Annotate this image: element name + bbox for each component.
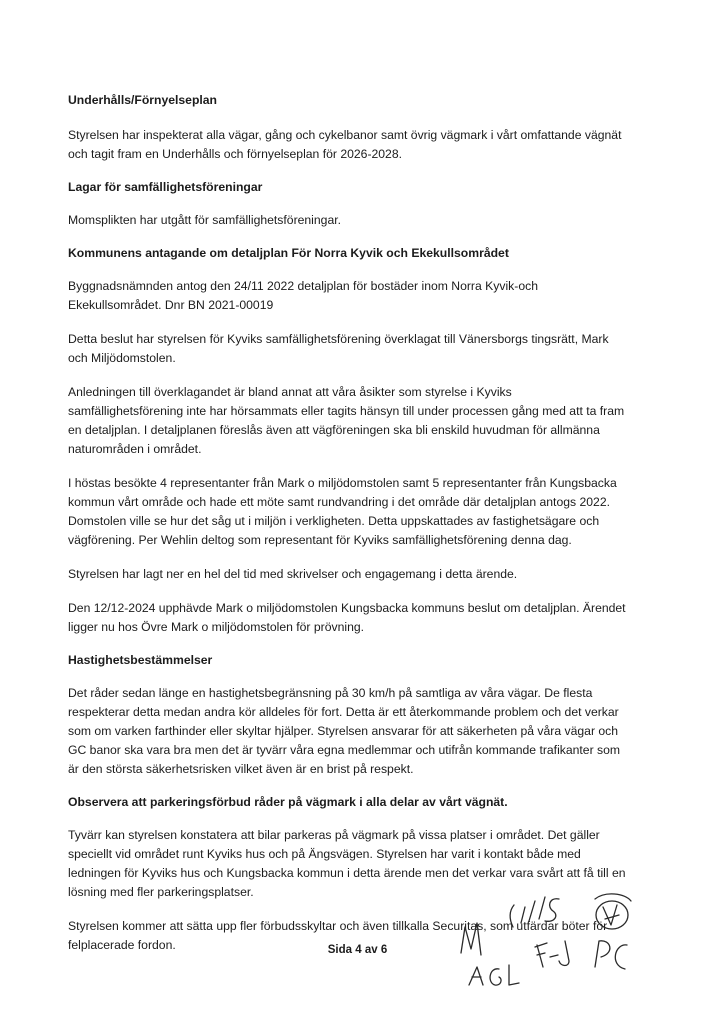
handwritten-initials bbox=[455, 875, 655, 995]
heading-lagar: Lagar för samfällighetsföreningar bbox=[68, 180, 263, 194]
document-body bbox=[68, 91, 628, 955]
heading-hastighet: Hastighetsbestämmelser bbox=[68, 653, 213, 667]
paragraph-securitas: Styrelsen kommer att sätta upp fler förbudsskyltar och även tillkalla Securitas, som utfärdar böter för felplacerade fordon. bbox=[68, 919, 608, 952]
paragraph-byggnadsnamnden: Byggnadsnämnden antog den 24/11 2022 detaljplan för bostäder inom Norra Kyvik-och Ekekullsområdet. Dnr BN 2021-00019 bbox=[68, 279, 538, 312]
paragraph-overklagat: Detta beslut har styrelsen för Kyviks samfällighetsförening överklagat till Vänersborgs tingsrätt, Mark och Miljödomstolen. bbox=[68, 332, 609, 365]
paragraph-underhall: Styrelsen har inspekterat alla vägar, gång och cykelbanor samt övrig vägmark i vårt omfattande vägnät och tagit fram en Underhålls och förnyelseplan för 2026-2028. bbox=[68, 128, 622, 161]
paragraph-upphavde: Den 12/12-2024 upphävde Mark o miljödomstolen Kungsbacka kommuns beslut om detaljplan. Ärendet ligger nu hos Övre Mark o miljödomstolen för prövning. bbox=[68, 601, 626, 634]
paragraph-lagar: Momsplikten har utgått för samfällighetsföreningar. bbox=[68, 213, 341, 227]
paragraph-hastighet: Det råder sedan länge en hastighetsbegränsning på 30 km/h på samtliga av våra vägar. De flesta respekterar detta medan andra kör alldeles för fort. Detta är ett återkommande problem och det verkar som om varken farthinder eller skyltar hjälper. Styrelsen ansvarar för att säkerheten på våra vägar och GC banor ska vara bra men det är tyvärr våra egna medlemmar och utifrån kommande trafikanter som är den största säkerhetsrisken vilket även är en brist på respekt. bbox=[68, 686, 621, 776]
heading-detaljplan: Kommunens antagande om detaljplan För Norra Kyvik och Ekekullsområdet bbox=[68, 246, 509, 260]
paragraph-anledningen: Anledningen till överklagandet är bland annat att våra åsikter som styrelse i Kyviks samfällighetsförening inte har hörsammats eller tagits hänsyn till under processen gång med att ta fram en detaljplan. I detaljplanen föreslås även att vägföreningen ska bli enskild huvudman för allmänna naturområden i området. bbox=[68, 385, 625, 456]
paragraph-i-hostas: I höstas besökte 4 representanter från Mark o miljödomstolen samt 5 representanter från Kungsbacka kommun vårt område och hade ett möte samt rundvandring i det område där detaljplan antogs 2022. Domstolen ville se hur det såg ut i miljön i verkligheten. Detta uppskattades av fastighetsägare och vägförening. Per Wehlin deltog som representant för Kyviks samfällighetsförening denna dag. bbox=[68, 476, 617, 547]
page-number: Sida 4 av 6 bbox=[327, 944, 388, 956]
paragraph-parkering: Tyvärr kan styrelsen konstatera att bilar parkeras på vägmark på vissa platser i området. Det gäller speciellt vid området runt Kyviks hus och på Ängsvägen. Styrelsen har varit i kontakt både med ledningen för Kyviks hus och Kungsbacka kommun i detta ärende men det verkar vara svårt att få till en lösning med fler parkeringsplatser. bbox=[68, 828, 626, 899]
heading-underhall: Underhålls/Förnyelseplan bbox=[68, 93, 217, 107]
heading-parkeringsforbud: Observera att parkeringsförbud råder på vägmark i alla delar av vårt vägnät. bbox=[68, 795, 508, 809]
paragraph-styrelsen-tid: Styrelsen har lagt ner en hel del tid med skrivelser och engagemang i detta ärende. bbox=[68, 567, 518, 581]
